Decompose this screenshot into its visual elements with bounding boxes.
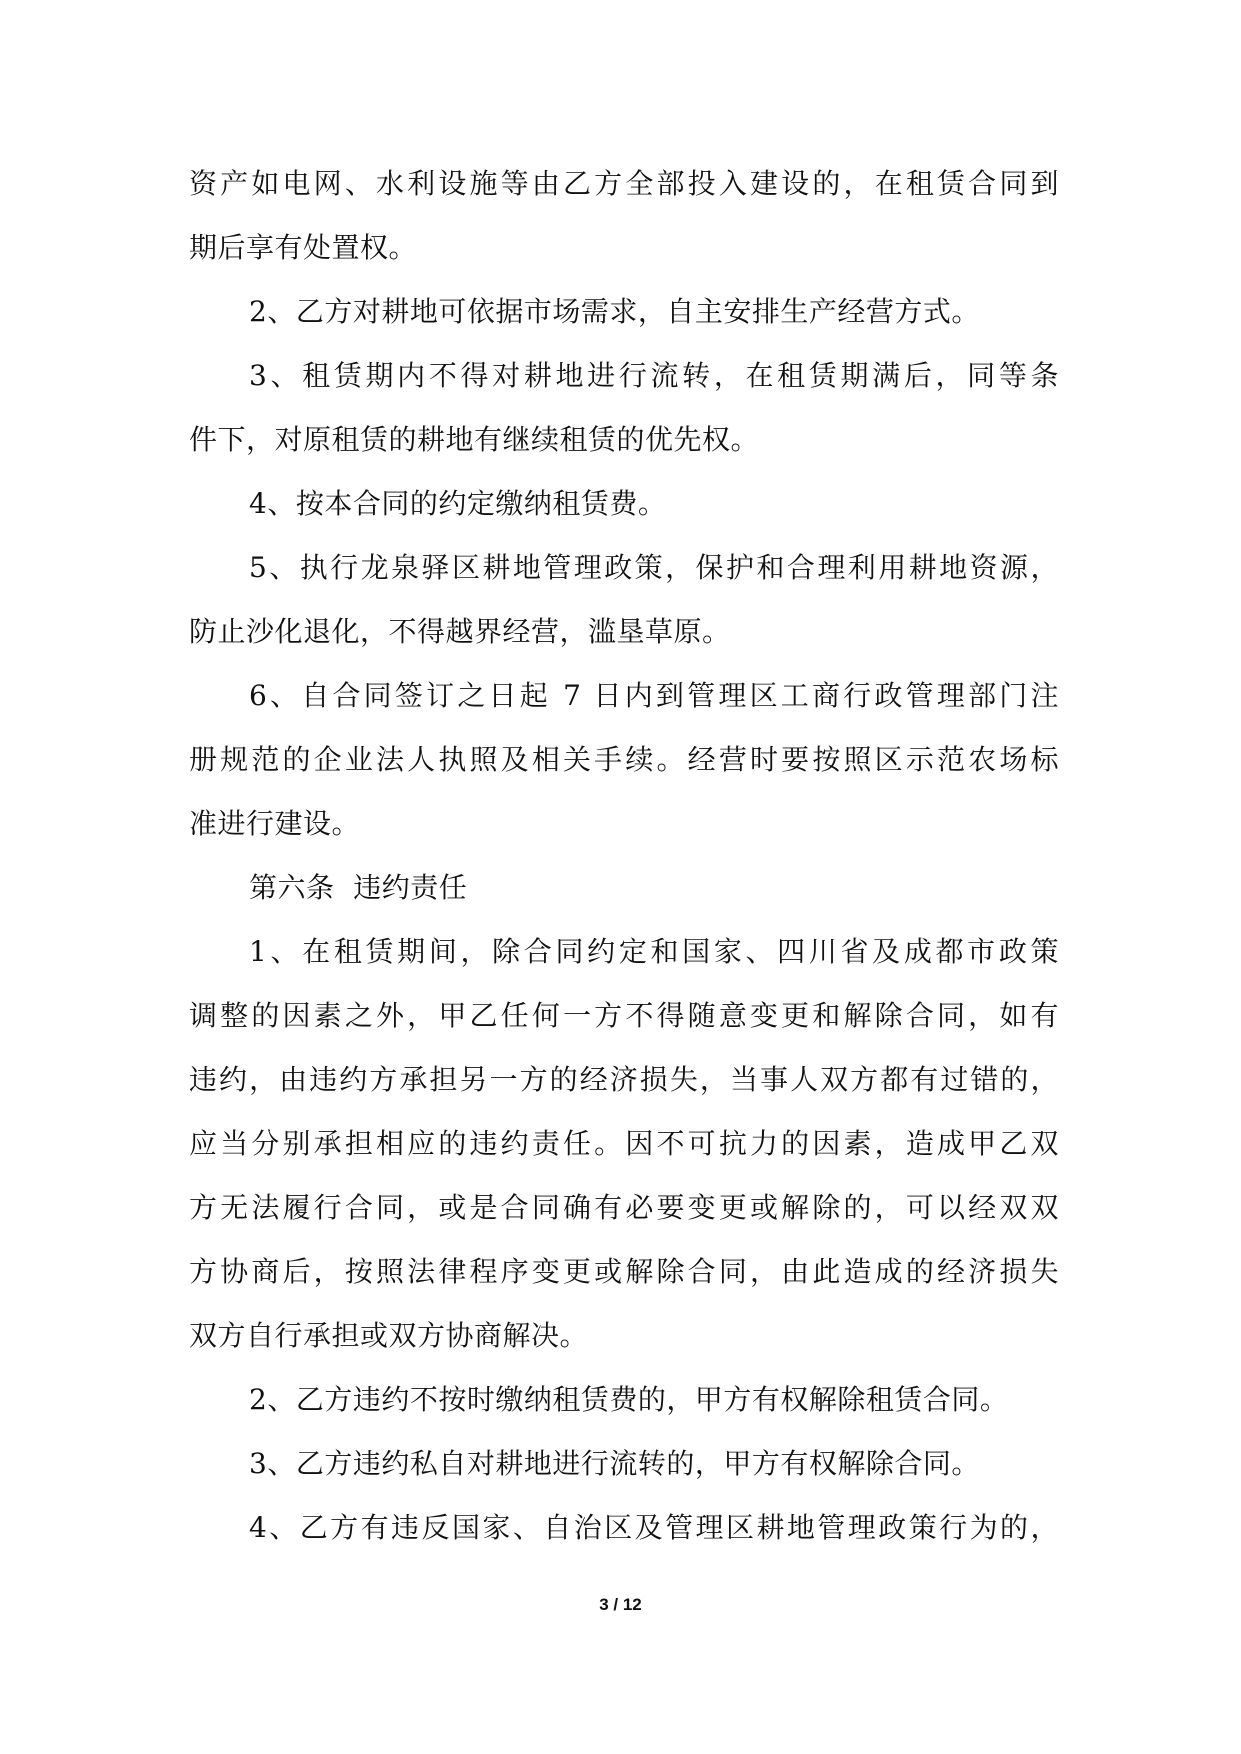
text-line: 期后享有处置权。 (189, 231, 418, 264)
text-line: 册规范的企业法人执照及相关手续。经营时要按照区示范农场标 (189, 743, 1059, 776)
section-heading: 第六条 违约责任 (249, 871, 468, 904)
text-line: 资产如电网、水利设施等由乙方全部投入建设的，在租赁合同到 (189, 167, 1059, 200)
text-line: 双方自行承担或双方协商解决。 (189, 1319, 589, 1352)
text-line: 6、自合同签订之日起 7 日内到管理区工商行政管理部门注 (249, 679, 1059, 712)
text-line: 方协商后，按照法律程序变更或解除合同，由此造成的经济损失 (189, 1255, 1059, 1288)
text-line: 违约，由违约方承担另一方的经济损失，当事人双方都有过错的， (189, 1063, 1059, 1096)
text-line: 防止沙化退化，不得越界经营，滥垦草原。 (189, 615, 731, 648)
text-line: 件下，对原租赁的耕地有继续租赁的优先权。 (189, 423, 760, 456)
text-line: 应当分别承担相应的违约责任。因不可抗力的因素，造成甲乙双 (189, 1127, 1059, 1160)
text-line: 4、乙方有违反国家、自治区及管理区耕地管理政策行为的， (249, 1511, 1059, 1544)
text-line: 2、乙方违约不按时缴纳租赁费的，甲方有权解除租赁合同。 (249, 1383, 1009, 1416)
text-line: 调整的因素之外，甲乙任何一方不得随意变更和解除合同，如有 (189, 999, 1059, 1032)
text-line: 方无法履行合同，或是合同确有必要变更或解除的，可以经双双 (189, 1191, 1059, 1224)
document-body (189, 152, 1059, 1560)
text-line: 4、按本合同的约定缴纳租赁费。 (249, 487, 667, 520)
text-line: 3、租赁期内不得对耕地进行流转，在租赁期满后，同等条 (249, 359, 1059, 392)
text-line: 5、执行龙泉驿区耕地管理政策，保护和合理利用耕地资源， (249, 551, 1059, 584)
text-line: 1、在租赁期间，除合同约定和国家、四川省及成都市政策 (249, 935, 1059, 968)
page-number: 3 / 12 (599, 1595, 642, 1614)
text-line: 准进行建设。 (189, 807, 361, 840)
text-line: 3、乙方违约私自对耕地进行流转的，甲方有权解除合同。 (249, 1447, 980, 1480)
text-line: 2、乙方对耕地可依据市场需求，自主安排生产经营方式。 (249, 295, 980, 328)
